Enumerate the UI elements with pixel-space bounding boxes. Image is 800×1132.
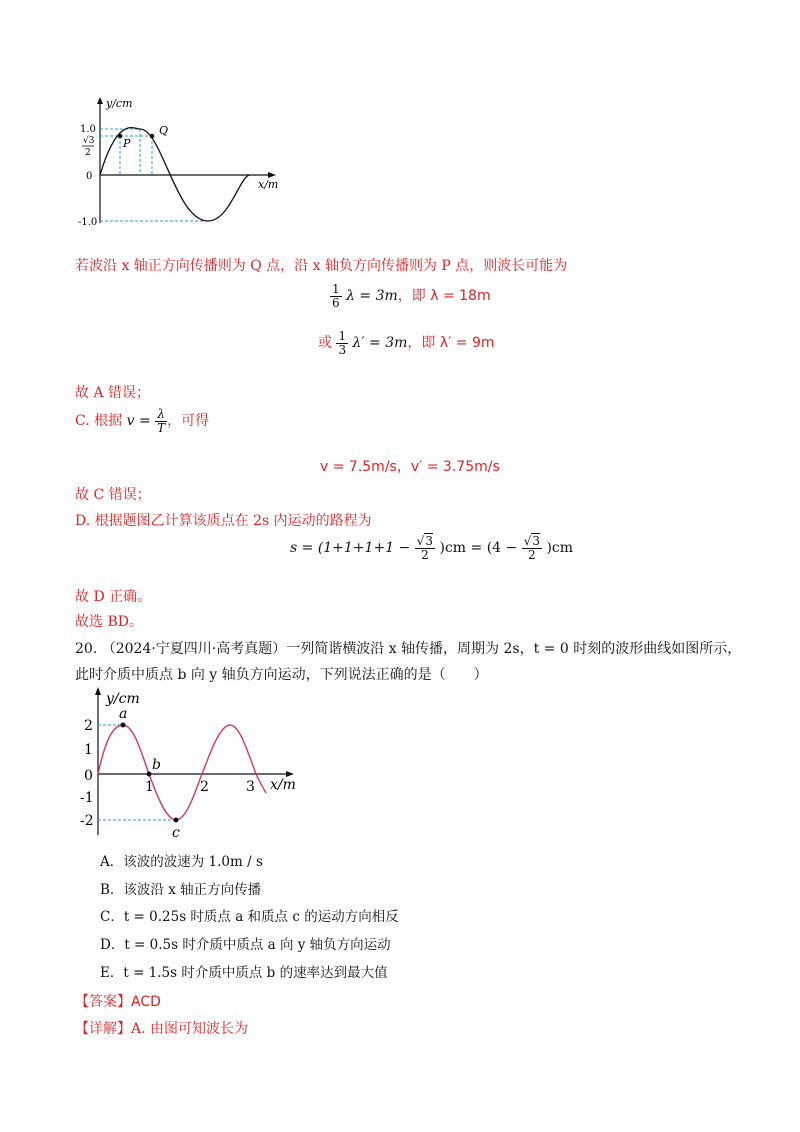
tick-neg1: -1.0: [78, 217, 98, 228]
a-wrong: 故 A 错误；: [75, 385, 151, 401]
point-q-dot: [150, 134, 155, 139]
tick-sqrt3-den: 2: [85, 148, 91, 158]
y-tick-0: 0: [84, 768, 93, 784]
y-tick-1: 1: [84, 742, 93, 758]
eq2-fraction: $\frac{1}{3}$: [338, 329, 347, 357]
detail-text: A. 由图可知波长为: [131, 1021, 249, 1037]
x-tick-3: 3: [246, 779, 255, 795]
d-correct: 故 D 正确。: [75, 589, 152, 605]
c-wrong: 故 C 错误；: [75, 487, 151, 503]
y-axis-label: y/cm: [106, 97, 133, 110]
point-c-dot: [174, 818, 179, 823]
equation-2: [318, 330, 495, 356]
wave-figure-2: [80, 685, 310, 845]
answer-value: ACD: [131, 994, 161, 1010]
guide-lines-2: [98, 725, 178, 820]
c-result: v = 7.5m/s，v′ = 3.75m/s: [320, 459, 500, 475]
choice-e: E．t = 1.5s 时介质中质点 b 的速率达到最大值: [100, 965, 388, 981]
choice-b: B．该波沿 x 轴正方向传播: [100, 882, 262, 898]
x-tick-1: 1: [145, 779, 154, 795]
question-number: 20.: [75, 641, 98, 657]
y-axis-arrow: [97, 97, 103, 104]
c-statement: C. 根据 v = $\frac{\lambda}{T}$ ，可得: [75, 407, 210, 435]
question-20-stem-2: 此时介质中质点 b 向 y 轴负方向运动，下列说法正确的是（ ）: [75, 667, 488, 683]
point-a-dot: [121, 723, 126, 728]
choice-a: A．该波的波速为 1.0m / s: [100, 854, 263, 870]
y-axis-arrow-2: [95, 687, 101, 695]
d-statement: D. 根据题图乙计算该质点在 2s 内运动的路程为: [75, 513, 372, 529]
eq2-result: ，即 λ′ = 9m: [407, 335, 495, 352]
question-20-stem-1: [75, 638, 741, 658]
choice-d: D．t = 0.5s 时介质中质点 a 向 y 轴负方向运动: [100, 937, 391, 953]
wave-curve-2: [98, 725, 266, 820]
question-stem-1: 一列简谐横波沿 x 轴传播，周期为 2s，t = 0 时刻的波形曲线如图所示，: [286, 641, 742, 657]
eq2-prefix: 或: [318, 335, 332, 352]
tick-1: 1.0: [80, 124, 96, 135]
x-axis-label-2: x/m: [270, 777, 296, 793]
eq1-body: λ = 3m: [346, 288, 398, 305]
equation-1: [330, 283, 491, 309]
y-axis-label-2: y/cm: [106, 691, 140, 707]
point-b-dot: [147, 772, 152, 777]
point-b-label: b: [152, 757, 161, 773]
eq2-body: λ′ = 3m: [352, 335, 408, 352]
y-tick-neg1: -1: [80, 790, 94, 806]
wave-figure-1: [80, 95, 290, 235]
tick-sqrt3: √3: [83, 136, 95, 146]
x-tick-2: 2: [200, 779, 209, 795]
final-choice: 故选 BD。: [75, 614, 143, 630]
d-equation: s = (1+1+1+1 − $\frac{√3}{2}$ )cm = (4 − $\frac{√3}{2}$ )cm: [290, 534, 574, 562]
point-p-dot: [118, 134, 123, 139]
point-p-label: P: [123, 137, 131, 150]
answer-tag: 【答案】: [75, 994, 131, 1010]
eq1-fraction: $\frac{1}{6}$: [332, 282, 340, 310]
point-q-label: Q: [159, 124, 169, 137]
y-tick-neg2: -2: [80, 813, 94, 829]
point-a-label: a: [119, 706, 128, 722]
solution-intro: 若波沿 x 轴正方向传播则为 Q 点，沿 x 轴负方向传播则为 P 点，则波长可能为: [75, 258, 568, 274]
detail-tag: 【详解】: [75, 1021, 131, 1037]
y-tick-2: 2: [84, 718, 93, 734]
question-source: （2024·宁夏四川·高考真题）: [101, 641, 287, 657]
point-c-label: c: [172, 825, 180, 841]
eq1-result: ，即 λ = 18m: [397, 288, 491, 305]
detail-line: [75, 1018, 248, 1038]
answer-line: [75, 991, 161, 1011]
x-axis-label: x/m: [258, 178, 279, 191]
choice-c: C．t = 0.25s 时质点 a 和质点 c 的运动方向相反: [100, 909, 399, 925]
tick-0: 0: [86, 171, 93, 182]
